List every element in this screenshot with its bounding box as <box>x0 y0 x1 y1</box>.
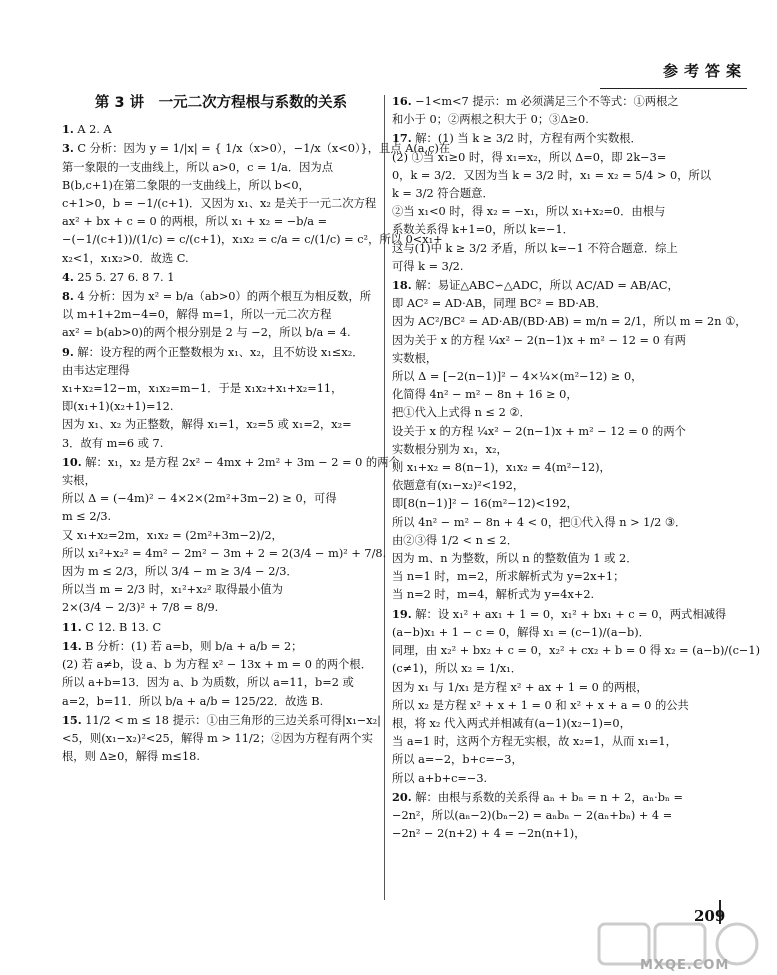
answer-line <box>392 788 738 807</box>
answer-text: 把①代入上式得 n ≤ 2 ②． <box>392 406 531 420</box>
answer-line <box>392 404 738 422</box>
question-number: 9. <box>62 344 74 359</box>
answer-text: 解：由根与系数的关系得 aₙ + bₙ = n + 2，aₙ·bₙ = <box>411 790 683 804</box>
answer-line <box>392 441 738 459</box>
answer-text: (2) 若 a≠b，设 a、b 为方程 x² − 13x + m = 0 的两个根． <box>62 658 372 672</box>
answer-text: 所以 x₂ 是方程 x² + x + 1 = 0 和 x² + x + a = 0 的公共 <box>392 698 689 712</box>
answer-text: 依题意有(x₁−x₂)²<192， <box>392 479 525 493</box>
answer-text: 化简得 4n² − m² − 8n + 16 ≥ 0， <box>392 388 578 402</box>
answer-line <box>392 221 738 239</box>
answer-line <box>62 324 380 342</box>
answer-line <box>392 368 738 386</box>
right-column <box>392 92 760 843</box>
answer-line <box>392 697 738 715</box>
answer-line <box>392 660 738 678</box>
question-number: 19. <box>392 606 412 621</box>
question-number: 16. <box>392 94 412 108</box>
answer-text: 所以当 m = 2/3 时，x₁²+x₂² 取得最小值为 <box>62 583 283 597</box>
answer-text: 解：设 x₁² + ax₁ + 1 = 0，x₁² + bx₁ + c = 0，两式相减得 <box>411 607 727 621</box>
answer-text: 根，则 Δ≥0，解得 m≤18. <box>62 750 200 764</box>
answer-text: 11/2 < m ≤ 18 提示：①由三角形的三边关系可得|x₁−x₂| <box>81 713 381 727</box>
answer-line <box>392 423 738 441</box>
answer-line <box>392 715 738 733</box>
answer-line <box>62 287 380 306</box>
answer-line <box>392 733 738 751</box>
answer-text: C 分析：因为 y = 1/|x| = { 1/x（x>0），−1/x（x<0）}，且点 A(a,c)在 <box>73 142 451 156</box>
answer-text: 所以 x₁²+x₂² = 4m² − 2m² − 3m + 2 = 2(3/4 − m)² + 7/8. <box>62 546 387 560</box>
answer-text: 3．故有 m=6 或 7. <box>62 436 164 450</box>
answer-line <box>62 195 380 213</box>
answer-line <box>392 149 738 167</box>
answer-line <box>62 453 400 472</box>
answer-text: 因为 x₁ 与 1/x₁ 是方程 x² + ax + 1 = 0 的两根， <box>392 680 648 694</box>
answer-line <box>62 730 380 748</box>
question-number: 10. <box>62 454 82 469</box>
answer-text: 即(x₁+1)(x₂+1)=12. <box>62 400 174 414</box>
question-number: 11. <box>62 619 82 634</box>
answer-line <box>392 624 738 642</box>
answer-line <box>62 618 380 637</box>
question-number: 15. <box>62 712 82 727</box>
answer-line <box>392 386 738 404</box>
answer-text: 当 n=1 时，m=2，所求解析式为 y=2x+1； <box>392 570 625 584</box>
answer-text: 则 x₁+x₂ = 8(n−1)，x₁x₂ = 4(m²−12)， <box>392 461 611 475</box>
answer-text: 因为 m、n 为整数，所以 n 的整数值为 1 或 2． <box>392 552 638 566</box>
question-number: 18. <box>392 278 412 293</box>
answer-text: c+1>0，b = −1/(c+1)．又因为 x₁、x₂ 是关于一元二次方程 <box>62 197 377 211</box>
answer-line <box>62 490 380 508</box>
answer-line <box>392 568 738 586</box>
answer-line <box>392 751 738 769</box>
answer-text: (a−b)x₁ + 1 − c = 0，解得 x₁ = (c−1)/(a−b)． <box>392 625 650 639</box>
answer-line <box>392 642 760 660</box>
answer-line <box>62 599 380 617</box>
answer-text: 同理，由 x₂² + bx₂ + c = 0，x₂² + cx₂ + b = 0 得 x₂ = (a−b)/(c−1) <box>392 644 760 658</box>
column-divider <box>384 95 385 900</box>
answer-text: B(b,c+1)在第二象限的一支曲线上，所以 b<0， <box>62 178 310 192</box>
answer-line <box>62 416 380 434</box>
answer-line <box>392 825 738 843</box>
answer-text: 可得 k = 3/2. <box>392 259 464 273</box>
answer-text: 即[8(n−1)]² − 16(m²−12)<192， <box>392 497 578 511</box>
answer-text: (2) ①当 x₁≥0 时，得 x₁=x₂，所以 Δ=0，即 2k−3= <box>392 150 667 164</box>
question-number: 17. <box>392 131 412 146</box>
answer-line <box>62 120 380 139</box>
answer-text: 解：设方程的两个正整数根为 x₁、x₂，且不妨设 x₁≤x₂． <box>73 345 364 359</box>
answer-text: A 2. A <box>73 123 112 137</box>
question-number: 8. <box>62 289 74 304</box>
answer-text: 又 x₁+x₂=2m，x₁x₂ = (2m²+3m−2)/2， <box>62 528 283 542</box>
question-number: 4. <box>62 269 74 284</box>
answer-text: 系数关系得 k+1=0，所以 k=−1． <box>392 223 574 237</box>
answer-text: −1<m<7 提示：m 必须满足三个不等式：①两根之 <box>411 95 679 108</box>
answer-text: −2n²，所以(aₙ−2)(bₙ−2) = aₙbₙ − 2(aₙ+bₙ) + 4 = <box>392 808 673 822</box>
answer-line <box>62 139 451 158</box>
answer-line <box>62 637 380 656</box>
answer-text: 第一象限的一支曲线上，所以 a>0，c = 1/a．因为点 <box>62 160 334 174</box>
answer-line <box>392 550 738 568</box>
answer-line <box>392 679 738 697</box>
answer-text: 所以 a+b+c=−3. <box>392 771 488 785</box>
answer-text: B 分析：(1) 若 a=b，则 b/a + a/b = 2； <box>81 639 303 653</box>
answer-text: <5，则(x₁−x₂)²<25，解得 m > 11/2；②因为方程有两个实 <box>62 731 373 745</box>
answer-text: x₂<1，x₁x₂>0．故选 C. <box>62 251 189 265</box>
answer-text: 所以 4n² − m² − 8n + 4 < 0，把①代入得 n > 1/2 ③． <box>392 515 687 529</box>
answer-text: 由②③得 1/2 < n ≤ 2． <box>392 533 519 547</box>
answer-text: 所以 a=−2，b+c=−3， <box>392 753 523 767</box>
answer-text: 这与(1)中 k ≥ 3/2 矛盾，所以 k=−1 不符合题意．综上 <box>392 241 678 255</box>
answer-text: ax² + bx + c = 0 的两根，所以 x₁ + x₂ = −b/a = <box>62 215 328 229</box>
answer-line <box>62 472 380 490</box>
answer-text: (c≠1)，所以 x₂ = 1/x₁． <box>392 662 523 676</box>
answer-line <box>62 231 443 249</box>
answer-line <box>392 111 738 129</box>
answer-text: x₁+x₂=12−m，x₁x₂=m−1．于是 x₁x₂+x₁+x₂=11， <box>62 382 343 396</box>
section-title: 第 3 讲 一元二次方程根与系数的关系 <box>94 95 348 111</box>
answer-line <box>62 435 380 453</box>
question-number: 14. <box>62 638 82 653</box>
answer-text: 实根， <box>62 474 96 488</box>
answer-line <box>62 527 380 545</box>
answer-line <box>392 185 738 203</box>
answer-text: 25 5. 27 6. 8 7. 1 <box>73 270 175 284</box>
question-number: 20. <box>392 789 412 804</box>
answer-text: C 12. B 13. C <box>81 620 162 634</box>
answer-line <box>392 276 738 295</box>
answer-text: 所以 Δ = (−4m)² − 4×2×(2m²+3m−2) ≥ 0，可得 <box>62 492 337 506</box>
answer-text: 因为 x₁、x₂ 为正整数，解得 x₁=1，x₂=5 或 x₁=2，x₂= <box>62 418 352 432</box>
answer-line <box>392 350 738 368</box>
answer-line <box>62 674 380 692</box>
answer-line <box>62 343 380 362</box>
answer-text: 实数根， <box>392 351 438 365</box>
answer-text: 因为关于 x 的方程 ¼x² − 2(n−1)x + m² − 12 = 0 有两 <box>392 333 686 347</box>
answer-line <box>62 268 380 287</box>
answer-line <box>62 693 380 711</box>
answer-line <box>392 240 738 258</box>
header-rule <box>600 88 747 89</box>
answer-line <box>62 398 380 416</box>
answer-text: 和小于 0；②两根之积大于 0；③Δ≥0. <box>392 113 589 127</box>
answer-line <box>62 250 380 268</box>
answer-line <box>392 313 747 331</box>
answer-line <box>392 770 738 788</box>
answer-line <box>62 545 387 563</box>
question-number: 1. <box>62 122 74 137</box>
answer-text: 所以 Δ = [−2(n−1)]² − 4×¼×(m²−12) ≥ 0， <box>392 370 643 384</box>
answer-line <box>62 581 380 599</box>
answer-line <box>62 656 380 674</box>
answer-line <box>392 514 738 532</box>
answer-line <box>392 92 738 111</box>
answer-line <box>62 748 380 766</box>
answer-text: 实数根分别为 x₁，x₂， <box>392 442 508 456</box>
answer-text: 即 AC² = AD·AB，同理 BC² = BD·AB． <box>392 297 607 311</box>
answer-text: 0，k = 3/2．又因为当 k = 3/2 时，x₁ = x₂ = 5/4 > 0，所以 <box>392 168 712 182</box>
answer-text: 因为 m ≤ 2/3，所以 3/4 − m ≥ 3/4 − 2/3． <box>62 565 298 579</box>
answer-text: 当 a=1 时，这两个方程无实根，故 x₂=1，从而 x₁=1， <box>392 735 677 749</box>
answer-text: 因为 AC²/BC² = AD·AB/(BD·AB) = m/n = 2/1，所以 m = 2n ①， <box>392 315 747 329</box>
watermark-url: MXQE.COM <box>640 958 730 973</box>
answer-line <box>392 477 738 495</box>
answer-line <box>62 159 380 177</box>
answer-text: −2n² − 2(n+2) + 4 = −2n(n+1)， <box>392 827 586 841</box>
answer-line <box>62 508 380 526</box>
answer-line <box>62 213 380 231</box>
answer-line <box>62 362 380 380</box>
answer-line <box>392 459 738 477</box>
answer-line <box>62 177 380 195</box>
answer-line <box>62 380 380 398</box>
answer-text: k = 3/2 符合题意． <box>392 187 494 201</box>
answer-text: 4 分析：因为 x² = b/a（ab>0）的两个根互为相反数，所 <box>73 290 372 304</box>
answer-line <box>62 563 380 581</box>
answer-text: 根，将 x₂ 代入两式并相减有(a−1)(x₂−1)=0， <box>392 716 631 730</box>
answer-text: 解：易证△ABC∽△ADC，所以 AC/AD = AB/AC， <box>411 279 679 293</box>
answer-line <box>392 332 738 350</box>
answer-text: 2×(3/4 − 2/3)² + 7/8 = 8/9. <box>62 601 219 615</box>
answer-text: ②当 x₁<0 时，得 x₂ = −x₁，所以 x₁+x₂=0．由根与 <box>392 205 666 219</box>
answer-line <box>392 203 738 221</box>
answer-line <box>392 605 738 624</box>
answer-text: 以 m+1+2m−4=0，解得 m=1，所以一元二次方程 <box>62 308 332 322</box>
answer-line <box>392 495 738 513</box>
answer-line <box>392 295 738 313</box>
page-number: 209 <box>694 907 726 925</box>
right-answers <box>392 92 760 843</box>
answer-text: a=2，b=11．所以 b/a + a/b = 125/22．故选 B. <box>62 694 324 708</box>
answer-text: −(−1/(c+1))/(1/c) = c/(c+1)，x₁x₂ = c/a = c/(1/c) = c²，所以 0<x₁+ <box>62 233 443 247</box>
answer-text: 解：x₁，x₂ 是方程 2x² − 4mx + 2m² + 3m − 2 = 0 的两个 <box>81 455 400 469</box>
answer-line <box>62 306 380 324</box>
answer-line <box>392 129 738 148</box>
answer-text: 解：(1) 当 k ≥ 3/2 时，方程有两个实数根． <box>411 132 642 146</box>
answer-text: 由韦达定理得 <box>62 363 130 377</box>
answer-text: 所以 a+b=13．因为 a、b 为质数，所以 a=11，b=2 或 <box>62 676 354 690</box>
answer-text: 设关于 x 的方程 ¼x² − 2(n−1)x + m² − 12 = 0 的两个 <box>392 424 686 438</box>
answer-line <box>62 711 380 730</box>
answer-text: 当 n=2 时，m=4，解析式为 y=4x+2. <box>392 588 595 602</box>
answer-line <box>392 586 738 604</box>
answer-line <box>392 258 738 276</box>
answer-line <box>392 807 738 825</box>
header-title: 参考答案 <box>662 62 747 80</box>
answer-text: m ≤ 2/3. <box>62 510 112 524</box>
answer-line <box>392 532 738 550</box>
answer-text: ax² = b(ab>0)的两个根分别是 2 与 −2，所以 b/a = 4. <box>62 326 351 340</box>
answer-line <box>392 167 738 185</box>
question-number: 3. <box>62 141 74 156</box>
